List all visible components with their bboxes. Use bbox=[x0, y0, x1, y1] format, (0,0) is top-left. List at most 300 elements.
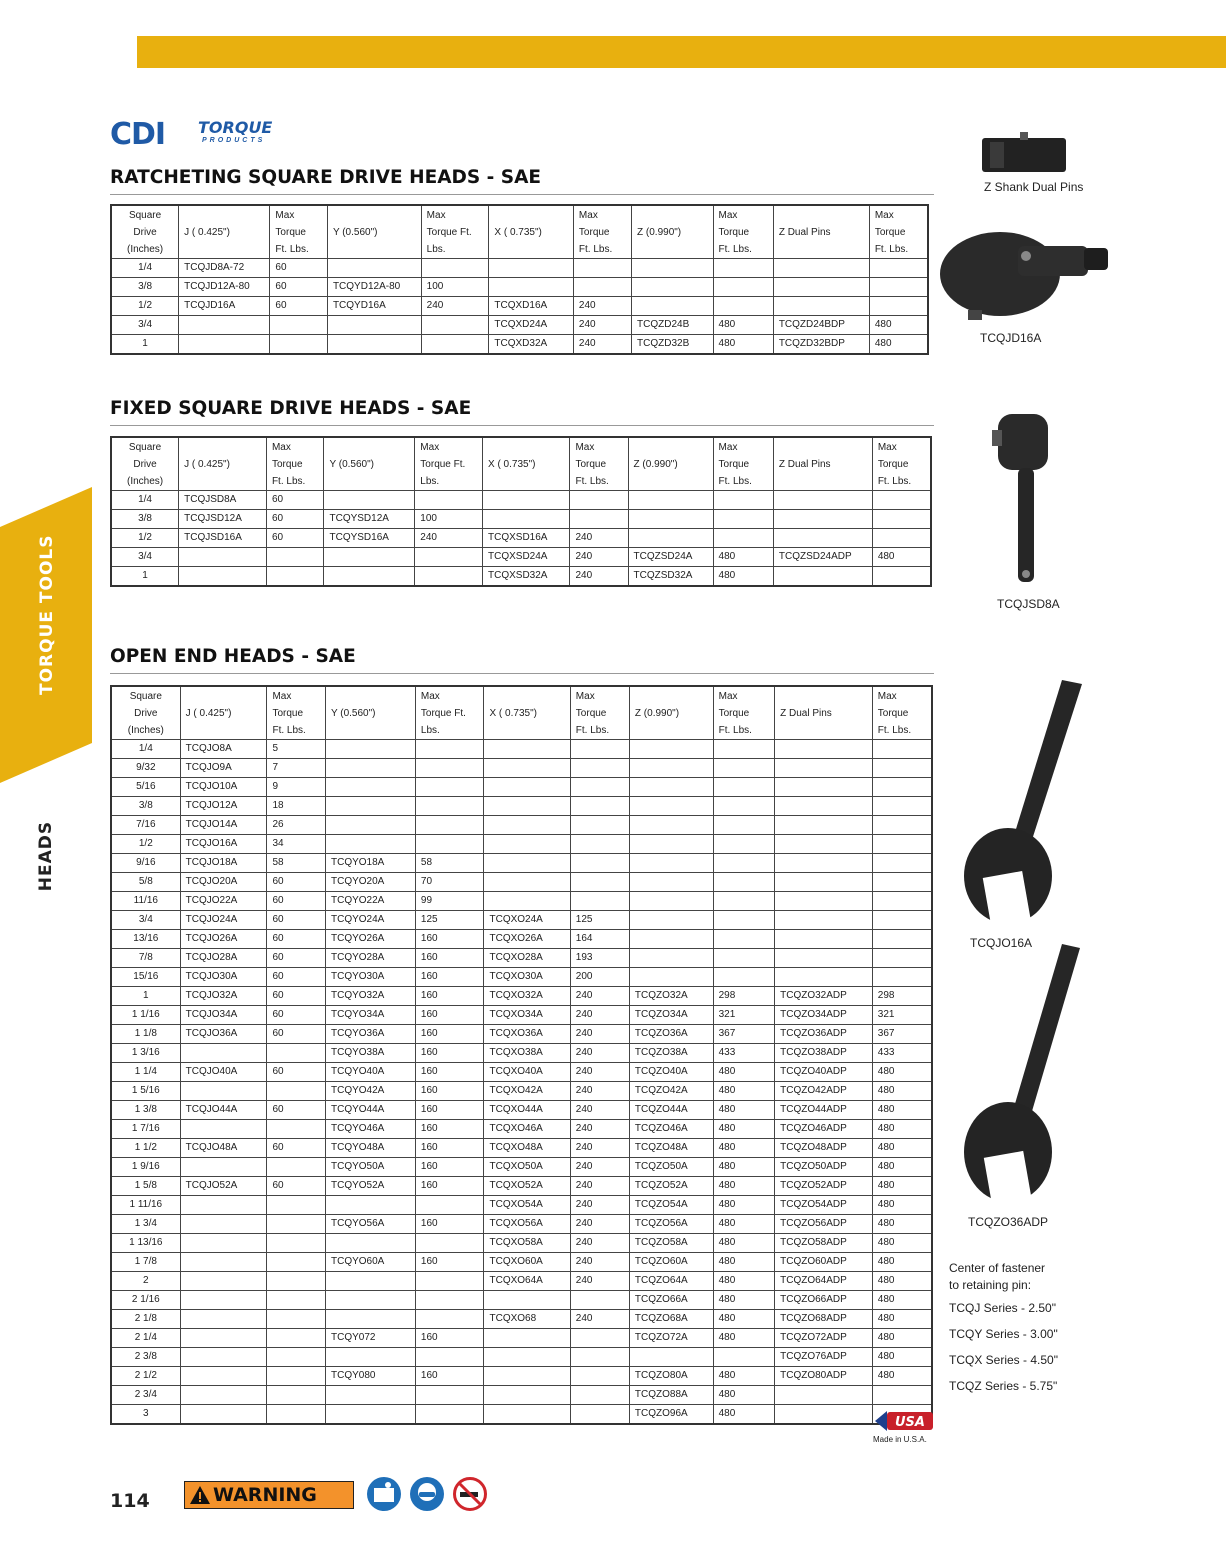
table-cell: 480 bbox=[872, 1101, 932, 1120]
table-cell: TCQZO60A bbox=[629, 1253, 713, 1272]
table-cell: TCQZO68ADP bbox=[775, 1310, 873, 1329]
table-cell: 480 bbox=[713, 1101, 775, 1120]
table-cell: 240 bbox=[573, 297, 631, 316]
no-extension-icon bbox=[452, 1476, 488, 1512]
column-header-line: Torque bbox=[877, 707, 909, 719]
table-cell: 3/4 bbox=[111, 316, 179, 335]
table-cell: TCQZO38ADP bbox=[775, 1044, 873, 1063]
table-cell: 1/2 bbox=[111, 529, 179, 548]
table-cell bbox=[180, 1120, 267, 1139]
table-row bbox=[111, 316, 928, 335]
table-cell bbox=[775, 816, 873, 835]
table-cell: 9/16 bbox=[111, 854, 180, 873]
table-cell: 240 bbox=[570, 1025, 629, 1044]
table-cell: TCQJSD8A bbox=[179, 491, 267, 510]
column-header-line: Y (0.560") bbox=[329, 458, 374, 470]
table-cell: 480 bbox=[713, 1367, 775, 1386]
table-cell bbox=[325, 816, 415, 835]
table-cell: TCQYO52A bbox=[325, 1177, 415, 1196]
table-cell bbox=[570, 740, 629, 759]
table-cell: 1 1/8 bbox=[111, 1025, 180, 1044]
table-cell bbox=[713, 491, 773, 510]
table-cell bbox=[180, 1386, 267, 1405]
table-cell: 480 bbox=[713, 1329, 775, 1348]
table-cell bbox=[775, 854, 873, 873]
table-cell bbox=[484, 816, 570, 835]
column-header bbox=[111, 205, 179, 259]
table-cell bbox=[773, 491, 872, 510]
table-cell: TCQZD32B bbox=[632, 335, 714, 355]
section-divider bbox=[110, 194, 934, 195]
table-cell bbox=[484, 892, 570, 911]
table-cell bbox=[325, 759, 415, 778]
column-header bbox=[325, 686, 415, 740]
column-header bbox=[421, 205, 489, 259]
table-cell: 480 bbox=[713, 1196, 775, 1215]
table-cell: TCQJD8A-72 bbox=[179, 259, 270, 278]
table-cell bbox=[775, 930, 873, 949]
table-cell: 480 bbox=[872, 1234, 932, 1253]
table-cell: 5/16 bbox=[111, 778, 180, 797]
table-cell: TCQJO9A bbox=[180, 759, 267, 778]
column-header-line: Max bbox=[877, 690, 897, 702]
table-row bbox=[111, 259, 928, 278]
table-cell: 480 bbox=[872, 1272, 932, 1291]
table-cell bbox=[713, 930, 775, 949]
table-cell: TCQZO52A bbox=[629, 1177, 713, 1196]
column-header bbox=[179, 205, 270, 259]
table-cell bbox=[570, 1348, 629, 1367]
table-cell: 240 bbox=[570, 1234, 629, 1253]
section-title-fixed: FIXED SQUARE DRIVE HEADS - SAE bbox=[110, 398, 472, 419]
table-cell: TCQZO54ADP bbox=[775, 1196, 873, 1215]
table-cell: TCQZO44A bbox=[629, 1101, 713, 1120]
table-cell: 60 bbox=[266, 510, 324, 529]
table-cell bbox=[775, 1405, 873, 1425]
table-cell: 480 bbox=[713, 1310, 775, 1329]
table-cell bbox=[570, 1329, 629, 1348]
column-header bbox=[267, 686, 326, 740]
table-cell: 60 bbox=[267, 892, 326, 911]
column-header bbox=[773, 437, 872, 491]
table-cell: 480 bbox=[872, 1063, 932, 1082]
table-cell: 60 bbox=[267, 1101, 326, 1120]
table-cell: 164 bbox=[570, 930, 629, 949]
column-header-line: Max bbox=[718, 690, 738, 702]
table-cell bbox=[327, 259, 421, 278]
table-cell bbox=[872, 816, 932, 835]
column-header-line: Ft. Lbs. bbox=[271, 475, 306, 487]
table-cell bbox=[773, 259, 869, 278]
table-cell: 1 13/16 bbox=[111, 1234, 180, 1253]
column-header-line: Max bbox=[718, 209, 738, 221]
table-cell: 5/8 bbox=[111, 873, 180, 892]
table-cell: 7 bbox=[267, 759, 326, 778]
table-cell: TCQZD24BDP bbox=[773, 316, 869, 335]
table-cell: TCQJO52A bbox=[180, 1177, 267, 1196]
table-cell: 1 7/8 bbox=[111, 1253, 180, 1272]
table-cell bbox=[713, 778, 775, 797]
table-row bbox=[111, 873, 932, 892]
column-header bbox=[266, 437, 324, 491]
table-cell bbox=[484, 1386, 570, 1405]
column-header-line: Square bbox=[128, 209, 162, 221]
table-cell bbox=[179, 548, 267, 567]
table-row bbox=[111, 1272, 932, 1291]
table-cell bbox=[713, 759, 775, 778]
table-cell bbox=[773, 567, 872, 587]
table-cell: 7/8 bbox=[111, 949, 180, 968]
eye-protection-icon bbox=[409, 1476, 445, 1512]
column-header bbox=[872, 437, 931, 491]
table-cell bbox=[872, 567, 931, 587]
made-in-usa-text: Made in U.S.A. bbox=[873, 1435, 927, 1444]
table-cell: 60 bbox=[270, 278, 328, 297]
table-row bbox=[111, 1006, 932, 1025]
column-header-line: Max bbox=[575, 441, 595, 453]
table-cell: 480 bbox=[713, 1139, 775, 1158]
table-cell: 70 bbox=[415, 873, 484, 892]
table-cell: TCQJO34A bbox=[180, 1006, 267, 1025]
side-tab-label: TORQUE TOOLS bbox=[37, 534, 57, 695]
column-header-line: Ft. Lbs. bbox=[272, 724, 306, 736]
table-cell bbox=[570, 892, 629, 911]
table-cell: 240 bbox=[570, 1177, 629, 1196]
table-row bbox=[111, 835, 932, 854]
column-header-line: Drive bbox=[134, 707, 158, 719]
table-cell bbox=[415, 1291, 484, 1310]
table-cell: 240 bbox=[570, 1006, 629, 1025]
table-cell: TCQYO56A bbox=[325, 1215, 415, 1234]
column-header-line: Ft. Lbs. bbox=[575, 475, 609, 487]
table-cell bbox=[570, 491, 628, 510]
table-row bbox=[111, 1329, 932, 1348]
table-cell bbox=[713, 278, 773, 297]
table-cell bbox=[775, 759, 873, 778]
table-cell: 480 bbox=[713, 1253, 775, 1272]
usa-flag-icon bbox=[873, 1409, 935, 1433]
table-row bbox=[111, 1215, 932, 1234]
table-cell: 3 bbox=[111, 1405, 180, 1425]
table-cell bbox=[180, 1348, 267, 1367]
table-cell: 160 bbox=[415, 968, 484, 987]
table-cell: 480 bbox=[872, 1120, 932, 1139]
table-cell: TCQXO40A bbox=[484, 1063, 570, 1082]
table-cell bbox=[775, 835, 873, 854]
table-cell: TCQYO42A bbox=[325, 1082, 415, 1101]
table-cell bbox=[872, 1386, 932, 1405]
table-cell bbox=[415, 759, 484, 778]
table-cell: TCQYO34A bbox=[325, 1006, 415, 1025]
table-row bbox=[111, 1063, 932, 1082]
table-cell: 1/4 bbox=[111, 740, 180, 759]
table-cell bbox=[872, 968, 932, 987]
table-cell: 480 bbox=[872, 1291, 932, 1310]
table-cell: 60 bbox=[267, 1139, 326, 1158]
table-cell: 240 bbox=[570, 987, 629, 1006]
table-cell: TCQZO50A bbox=[629, 1158, 713, 1177]
table-cell bbox=[267, 1196, 326, 1215]
table-cell: 100 bbox=[415, 510, 483, 529]
side-tab bbox=[0, 487, 92, 783]
table-cell bbox=[570, 797, 629, 816]
table-cell: TCQXO24A bbox=[484, 911, 570, 930]
column-header bbox=[570, 686, 629, 740]
table-cell: 240 bbox=[570, 1101, 629, 1120]
table-cell: 367 bbox=[872, 1025, 932, 1044]
table-row bbox=[111, 1139, 932, 1158]
table-row bbox=[111, 297, 928, 316]
column-header-line: Lbs. bbox=[420, 724, 440, 736]
table-header-row bbox=[111, 437, 931, 491]
table-cell bbox=[325, 1386, 415, 1405]
table-cell bbox=[324, 491, 415, 510]
table-cell bbox=[267, 1158, 326, 1177]
caption-ratchet: TCQJD16A bbox=[980, 331, 1042, 345]
table-cell: TCQZD24B bbox=[632, 316, 714, 335]
table-cell: TCQYO22A bbox=[325, 892, 415, 911]
table-cell: 480 bbox=[872, 1139, 932, 1158]
column-header-line: X ( 0.735") bbox=[489, 707, 537, 719]
table-cell: 60 bbox=[267, 1025, 326, 1044]
table-cell: 60 bbox=[267, 873, 326, 892]
table-cell: TCQXO60A bbox=[484, 1253, 570, 1272]
table-cell: TCQYO18A bbox=[325, 854, 415, 873]
column-header-line: Torque bbox=[718, 458, 750, 470]
column-header-line: Torque Ft. bbox=[420, 458, 466, 470]
table-cell bbox=[267, 1044, 326, 1063]
table-cell bbox=[484, 873, 570, 892]
column-header bbox=[773, 205, 869, 259]
table-cell: TCQZO68A bbox=[629, 1310, 713, 1329]
table-cell bbox=[713, 297, 773, 316]
table-cell: 480 bbox=[713, 1234, 775, 1253]
table-cell: TCQXSD32A bbox=[483, 567, 570, 587]
table-cell bbox=[180, 1310, 267, 1329]
table-cell bbox=[180, 1158, 267, 1177]
column-header bbox=[484, 686, 570, 740]
table-row bbox=[111, 548, 931, 567]
table-cell: 160 bbox=[415, 1158, 484, 1177]
column-header bbox=[628, 437, 713, 491]
table-cell bbox=[267, 1386, 326, 1405]
table-cell bbox=[872, 854, 932, 873]
fixed-head-image bbox=[992, 412, 1052, 588]
column-header bbox=[180, 686, 267, 740]
table-cell bbox=[775, 892, 873, 911]
column-header-line: X ( 0.735") bbox=[488, 458, 536, 470]
table-cell bbox=[270, 316, 328, 335]
table-cell: TCQZO36A bbox=[629, 1025, 713, 1044]
table-cell: 2 1/2 bbox=[111, 1367, 180, 1386]
caption-z-shank: Z Shank Dual Pins bbox=[984, 180, 1084, 194]
table-cell bbox=[632, 297, 714, 316]
table-cell bbox=[180, 1329, 267, 1348]
table-cell bbox=[872, 510, 931, 529]
table-cell bbox=[713, 1348, 775, 1367]
table-cell: 480 bbox=[713, 1158, 775, 1177]
table-cell: TCQZO76ADP bbox=[775, 1348, 873, 1367]
table-cell: TCQXSD16A bbox=[483, 529, 570, 548]
note-series-j: TCQJ Series - 2.50" bbox=[949, 1301, 1056, 1315]
table-cell: TCQZO66ADP bbox=[775, 1291, 873, 1310]
table-cell bbox=[270, 335, 328, 355]
open-end-head-image-1 bbox=[958, 676, 1086, 934]
table-cell bbox=[629, 816, 713, 835]
column-header-line: Max bbox=[718, 441, 738, 453]
table-cell: 11/16 bbox=[111, 892, 180, 911]
table-cell bbox=[484, 740, 570, 759]
table-cell: 240 bbox=[570, 548, 628, 567]
table-cell bbox=[180, 1196, 267, 1215]
table-cell bbox=[713, 911, 775, 930]
table-cell: TCQXO28A bbox=[484, 949, 570, 968]
table-cell bbox=[267, 1348, 326, 1367]
table-cell bbox=[713, 259, 773, 278]
table-cell bbox=[267, 1329, 326, 1348]
table-cell: TCQJO16A bbox=[180, 835, 267, 854]
table-cell: TCQYSD12A bbox=[324, 510, 415, 529]
table-cell: 480 bbox=[869, 316, 928, 335]
table-cell: TCQZSD24ADP bbox=[773, 548, 872, 567]
table-cell bbox=[325, 835, 415, 854]
table-cell: TCQZO88A bbox=[629, 1386, 713, 1405]
logo-torque: TORQUE bbox=[198, 118, 273, 137]
table-cell: TCQZO60ADP bbox=[775, 1253, 873, 1272]
column-header-line: Z Dual Pins bbox=[778, 458, 831, 470]
warning-triangle-icon bbox=[189, 1485, 211, 1505]
table-row bbox=[111, 1177, 932, 1196]
table-cell: TCQZO36ADP bbox=[775, 1025, 873, 1044]
table-cell: TCQY072 bbox=[325, 1329, 415, 1348]
column-header-line: Torque bbox=[271, 458, 303, 470]
column-header bbox=[713, 205, 773, 259]
table-cell: TCQYO24A bbox=[325, 911, 415, 930]
table-cell: 1 3/4 bbox=[111, 1215, 180, 1234]
table-cell: 125 bbox=[415, 911, 484, 930]
table-row bbox=[111, 1120, 932, 1139]
table-row bbox=[111, 987, 932, 1006]
table-row bbox=[111, 854, 932, 873]
table-cell bbox=[327, 335, 421, 355]
table-cell bbox=[415, 491, 483, 510]
table-cell: 240 bbox=[415, 529, 483, 548]
table-row bbox=[111, 567, 931, 587]
table-cell: 13/16 bbox=[111, 930, 180, 949]
table-cell bbox=[180, 1082, 267, 1101]
table-cell: 34 bbox=[267, 835, 326, 854]
table-cell: 160 bbox=[415, 1025, 484, 1044]
table-cell bbox=[773, 278, 869, 297]
table-cell bbox=[325, 1348, 415, 1367]
table-cell: 240 bbox=[570, 1158, 629, 1177]
table-cell bbox=[325, 778, 415, 797]
table-cell: 1 3/8 bbox=[111, 1101, 180, 1120]
table-row bbox=[111, 1234, 932, 1253]
table-cell: 480 bbox=[713, 567, 773, 587]
table-cell bbox=[570, 1386, 629, 1405]
table-cell bbox=[869, 259, 928, 278]
table-cell bbox=[180, 1405, 267, 1425]
column-header bbox=[570, 437, 628, 491]
table-cell: TCQYO32A bbox=[325, 987, 415, 1006]
table-cell bbox=[775, 797, 873, 816]
column-header-line: Z Dual Pins bbox=[780, 707, 832, 719]
column-header-line: Torque bbox=[272, 707, 304, 719]
table-cell bbox=[869, 278, 928, 297]
note-title-line-2: to retaining pin: bbox=[949, 1278, 1032, 1292]
table-cell: TCQZO32A bbox=[629, 987, 713, 1006]
table-cell: 480 bbox=[713, 1405, 775, 1425]
table-row bbox=[111, 1082, 932, 1101]
table-cell: TCQYO36A bbox=[325, 1025, 415, 1044]
table-cell: 3/8 bbox=[111, 278, 179, 297]
table-cell: 480 bbox=[872, 1310, 932, 1329]
table-cell: TCQXO68 bbox=[484, 1310, 570, 1329]
table-cell: 480 bbox=[872, 1082, 932, 1101]
table-cell: TCQJO28A bbox=[180, 949, 267, 968]
table-cell: TCQZO72ADP bbox=[775, 1329, 873, 1348]
open-end-heads-table bbox=[110, 685, 933, 1425]
table-cell bbox=[483, 510, 570, 529]
table-cell bbox=[773, 297, 869, 316]
table-cell bbox=[629, 835, 713, 854]
table-cell bbox=[415, 816, 484, 835]
table-cell bbox=[415, 548, 483, 567]
table-row bbox=[111, 1386, 932, 1405]
table-cell: TCQJO8A bbox=[180, 740, 267, 759]
table-cell bbox=[713, 892, 775, 911]
table-cell: TCQJO12A bbox=[180, 797, 267, 816]
column-header-line: Square bbox=[128, 441, 162, 453]
table-cell bbox=[632, 259, 714, 278]
table-cell: 480 bbox=[713, 1272, 775, 1291]
table-cell bbox=[415, 1196, 484, 1215]
table-row bbox=[111, 510, 931, 529]
table-cell: 160 bbox=[415, 949, 484, 968]
column-header-line: Ft. Lbs. bbox=[275, 243, 309, 255]
table-cell bbox=[484, 1367, 570, 1386]
table-cell: TCQJO44A bbox=[180, 1101, 267, 1120]
table-row bbox=[111, 892, 932, 911]
made-in-usa-badge bbox=[873, 1409, 935, 1445]
table-row bbox=[111, 911, 932, 930]
table-cell: TCQXO36A bbox=[484, 1025, 570, 1044]
ratcheting-heads-table bbox=[110, 204, 929, 355]
table-cell: TCQJO14A bbox=[180, 816, 267, 835]
table-cell: 1/4 bbox=[111, 259, 179, 278]
table-cell: 480 bbox=[713, 548, 773, 567]
table-row bbox=[111, 816, 932, 835]
table-cell bbox=[267, 1310, 326, 1329]
table-cell: TCQJSD16A bbox=[179, 529, 267, 548]
table-cell bbox=[325, 797, 415, 816]
table-cell bbox=[484, 797, 570, 816]
table-cell bbox=[713, 854, 775, 873]
column-header bbox=[489, 205, 574, 259]
ratchet-head-image bbox=[938, 222, 1110, 322]
column-header-line: Max bbox=[874, 209, 894, 221]
table-cell: 480 bbox=[869, 335, 928, 355]
column-header bbox=[111, 686, 180, 740]
table-cell bbox=[713, 873, 775, 892]
table-cell bbox=[325, 1291, 415, 1310]
column-header-line: Max bbox=[420, 690, 440, 702]
table-cell bbox=[267, 1405, 326, 1425]
table-cell: TCQZO96A bbox=[629, 1405, 713, 1425]
section-tab-label: HEADS bbox=[36, 820, 56, 892]
table-cell bbox=[484, 778, 570, 797]
